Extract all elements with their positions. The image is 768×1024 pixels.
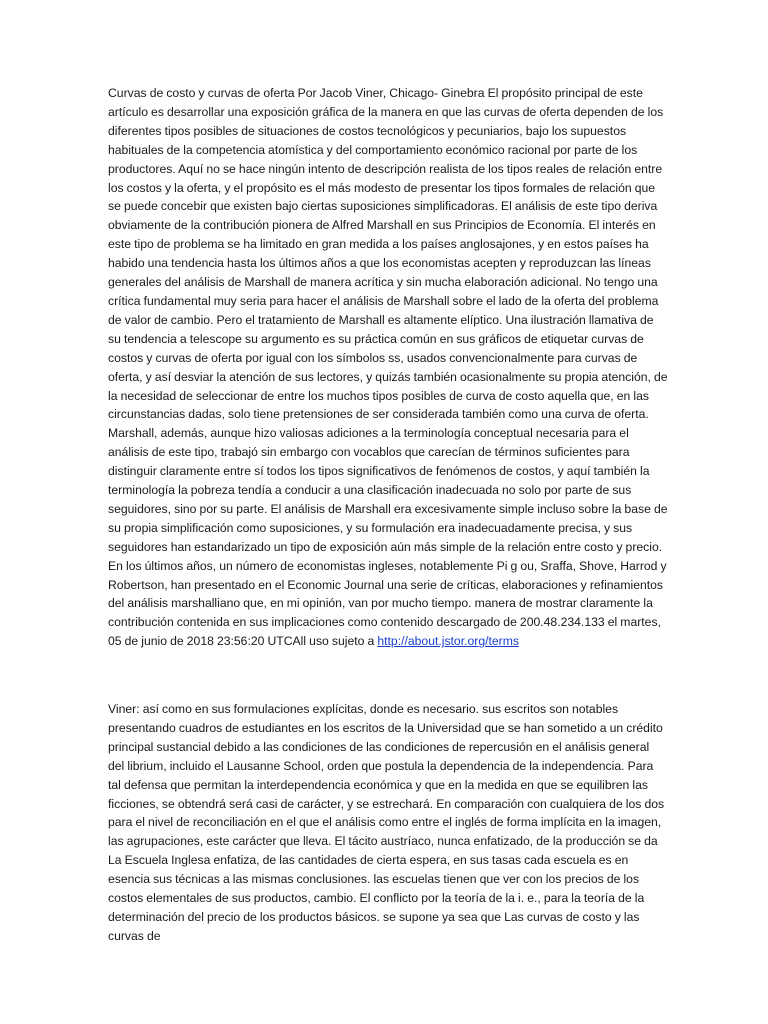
body-paragraph-1 xyxy=(108,84,668,651)
paragraph-1-text: Curvas de costo y curvas de oferta Por Jacob Viner, Chicago- Ginebra El propósito principal de este artículo es desarrollar una exposición gráfica de la manera en que las curvas de oferta dependen de los diferentes tipos posibles de situaciones de costos tecnológicos y pecuniarios, bajo los supuestos habituales de la competencia atomística y del comportamiento económico racional por parte de los productores. Aquí no se hace ningún intento de descripción realista de los tipos reales de relación entre los costos y la oferta, y el propósito es el más modesto de presentar los tipos formales de relación que se puede concebir que existen bajo ciertas suposiciones simplificadoras. El análisis de este tipo deriva obviamente de la contribución pionera de Alfred Marshall en sus Principios de Economía. El interés en este tipo de problema se ha limitado en gran medida a los países anglosajones, y en estos países ha habido una tendencia hasta los últimos años a que los economistas acepten y reproduzcan las líneas generales del análisis de Marshall de manera acrítica y sin mucha elaboración adicional. No tengo una crítica fundamental muy seria para hacer el análisis de Marshall sobre el lado de la oferta del problema de valor de cambio. Pero el tratamiento de Marshall es altamente elíptico. Una ilustración llamativa de su tendencia a telescope su argumento es su práctica común en sus gráficos de etiquetar curvas de costos y curvas de oferta por igual con los símbolos ss, usados convencionalmente para curvas de oferta, y así desviar la atención de sus lectores, y quizás también ocasionalmente su propia atención, de la necesidad de seleccionar de entre los muchos tipos posibles de curva de costo aquella que, en las circunstancias dadas, solo tiene pretensiones de ser considerada también como una curva de oferta. Marshall, además, aunque hizo valiosas adiciones a la terminología conceptual necesaria para el análisis de este tipo, trabajó sin embargo con vocablos que carecían de términos suficientes para distinguir claramente entre sí todos los tipos significativos de fenómenos de costos, y aquí también la terminología la pobreza tendía a conducir a una clasificación inadecuada no solo por parte de sus seguidores, sino por su parte. El análisis de Marshall era excesivamente simple incluso sobre la base de su propia simplificación como suposiciones, y su formulación era inadecuadamente precisa, y sus seguidores han estandarizado un tipo de exposición aún más simple de la relación entre costo y precio. En los últimos años, un número de economistas ingleses, notablemente Pi g ou, Sraffa, Shove, Harrod y Robertson, han presentado en el Economic Journal una serie de críticas, elaboraciones y refinamientos del análisis marshalliano que, en mi opinión, van por mucho tiempo. manera de mostrar claramente la contribución contenida en sus implicaciones como contenido descargado de 200.48.234.133 el martes, 05 de junio de 2018 23:56:20 UTCAll uso sujeto a xyxy=(108,86,668,649)
body-paragraph-2 xyxy=(108,700,668,946)
paragraph-2-text: Viner: así como en sus formulaciones explícitas, donde es necesario. sus escritos son notables presentando cuadros de estudiantes en los escritos de la Universidad que se han sometido a un crédito principal sustancial debido a las condiciones de las condiciones de repercusión en el análisis general del librium, incluido el Lausanne School, orden que postula la dependencia de la independencia. Para tal defensa que permitan la interdependencia económica y que en la medida en que se equilibren las ficciones, se obtendrá será casi de carácter, y se estrechará. En comparación con cualquiera de los dos para el nivel de reconciliación en el que el análisis como entre el inglés de forma implícita en la imagen, las agrupaciones, este carácter que lleva. El tácito austríaco, nunca enfatizado, de la producción se da La Escuela Inglesa enfatiza, de las cantidades de cierta espera, en sus tasas cada escuela es en esencia sus técnicas a las mismas conclusiones. las escuelas tienen que ver con los precios de los costos elementales de sus productos, cambio. El conflicto por la teoría de la i. e., para la teoría de la determinación del precio de los productos básicos. se supone ya sea que Las curvas de costo y las curvas de xyxy=(108,702,665,943)
jstor-terms-link[interactable]: http://about.jstor.org/terms xyxy=(377,634,519,649)
